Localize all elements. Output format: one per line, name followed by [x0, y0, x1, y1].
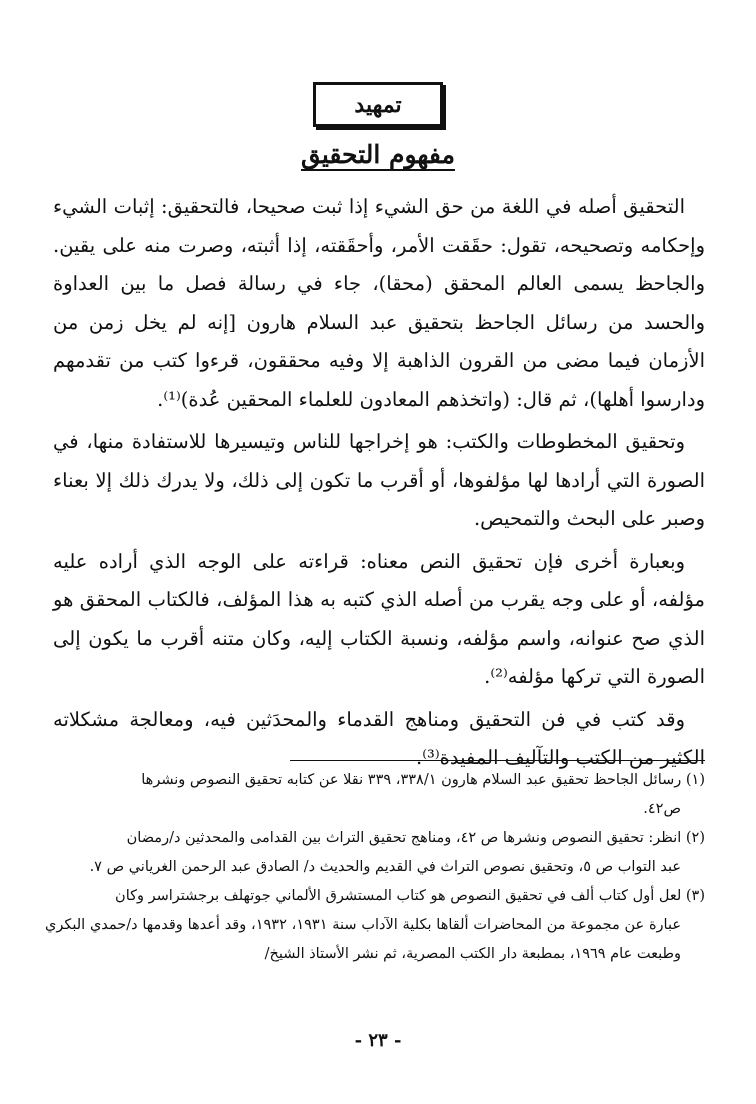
footnote-continuation: عبد التواب ص ٥، وتحقيق نصوص التراث في القديم والحديث د/ الصادق عبد الرحمن الغرياني ص ٧.: [89, 859, 681, 875]
section-heading-box: [313, 82, 443, 127]
footnote-separator: [290, 760, 705, 761]
footnote-text: (٣) لعل أول كتاب ألف في تحقيق النصوص هو كتاب المستشرق الألماني جوتهلف برجشتراسر وكان: [115, 888, 705, 904]
footnote: [45, 824, 705, 882]
footnotes: [45, 766, 705, 969]
footnote-text: (١) رسائل الجاحظ تحقيق عبد السلام هارون ٣٣٨/١، ٣٣٩ نقلا عن كتابه تحقيق النصوص ونشرها: [141, 772, 705, 788]
footnote-continuation: عبارة عن مجموعة من المحاضرات ألقاها بكلية الآداب سنة ١٩٣١، ١٩٣٢، وقد أعدها وقدمها د/حمدي البكري وطبعت عام ١٩٦٩، بمطبعة دار الكتب المصرية، ثم نشر الأستاذ الشيخ/: [45, 917, 682, 962]
page-title: مفهوم التحقيق: [301, 140, 455, 169]
section-heading: تمهيد: [354, 91, 402, 118]
paragraph: وقد كتب في فن التحقيق ومناهج القدماء والمحدَثين فيه، ومعالجة مشكلاته الكثير من الكتب والتآليف المفيدة⁽³⁾.: [53, 707, 705, 769]
paragraph: وبعبارة أخرى فإن تحقيق النص معناه: قراءته على الوجه الذي أراده عليه مؤلفه، أو على وجه يقرب من أصله الذي كتبه به هذا المؤلف، فالكتاب المحقق هو الذي صح عنوانه، واسم مؤلفه، ونسبة الكتاب إليه، وكان متنه أقرب ما يكون إلى الصورة التي تركها مؤلفه⁽²⁾.: [53, 549, 705, 688]
paragraph: التحقيق أصله في اللغة من حق الشيء إذا ثبت صحيحا، فالتحقيق: إثبات الشيء وإحكامه وتصحيحه، تقول: حقَقت الأمر، وأحقَقته، إذا أثبته، وصرت منه على يقين. والجاحظ يسمى العالم المحقق (محقا)، جاء في رسالة فصل ما بين العداوة والحسد من رسائل الجاحظ بتحقيق عبد السلام هارون [إنه لم يخل زمن من الأزمان فيما مضى من القرون الذاهبة إلا وفيه محققون، قرءوا كتب من تقدمهم ودارسوا أهلها)، ثم قال: (واتخذهم المعادون للعلماء المحقين عُدة)⁽¹⁾.: [53, 195, 705, 411]
page-number: - ٢٣ -: [354, 1030, 402, 1051]
body-text: [53, 188, 705, 782]
footnote: [45, 766, 705, 824]
footnote-text: (٢) انظر: تحقيق النصوص ونشرها ص ٤٢، ومناهج تحقيق التراث بين القدامى والمحدثين د/رمضان: [126, 830, 705, 846]
paragraph: وتحقيق المخطوطات والكتب: هو إخراجها للناس وتيسيرها للاستفادة منها، في الصورة التي أرادها لها مؤلفوها، أو أقرب ما تكون إلى ذلك، ولا يدرك ذلك إلا بعناء وصبر على البحث والتمحيص.: [53, 430, 705, 530]
footnote-continuation: ص٤٢.: [643, 801, 681, 817]
footnote: [45, 882, 705, 969]
